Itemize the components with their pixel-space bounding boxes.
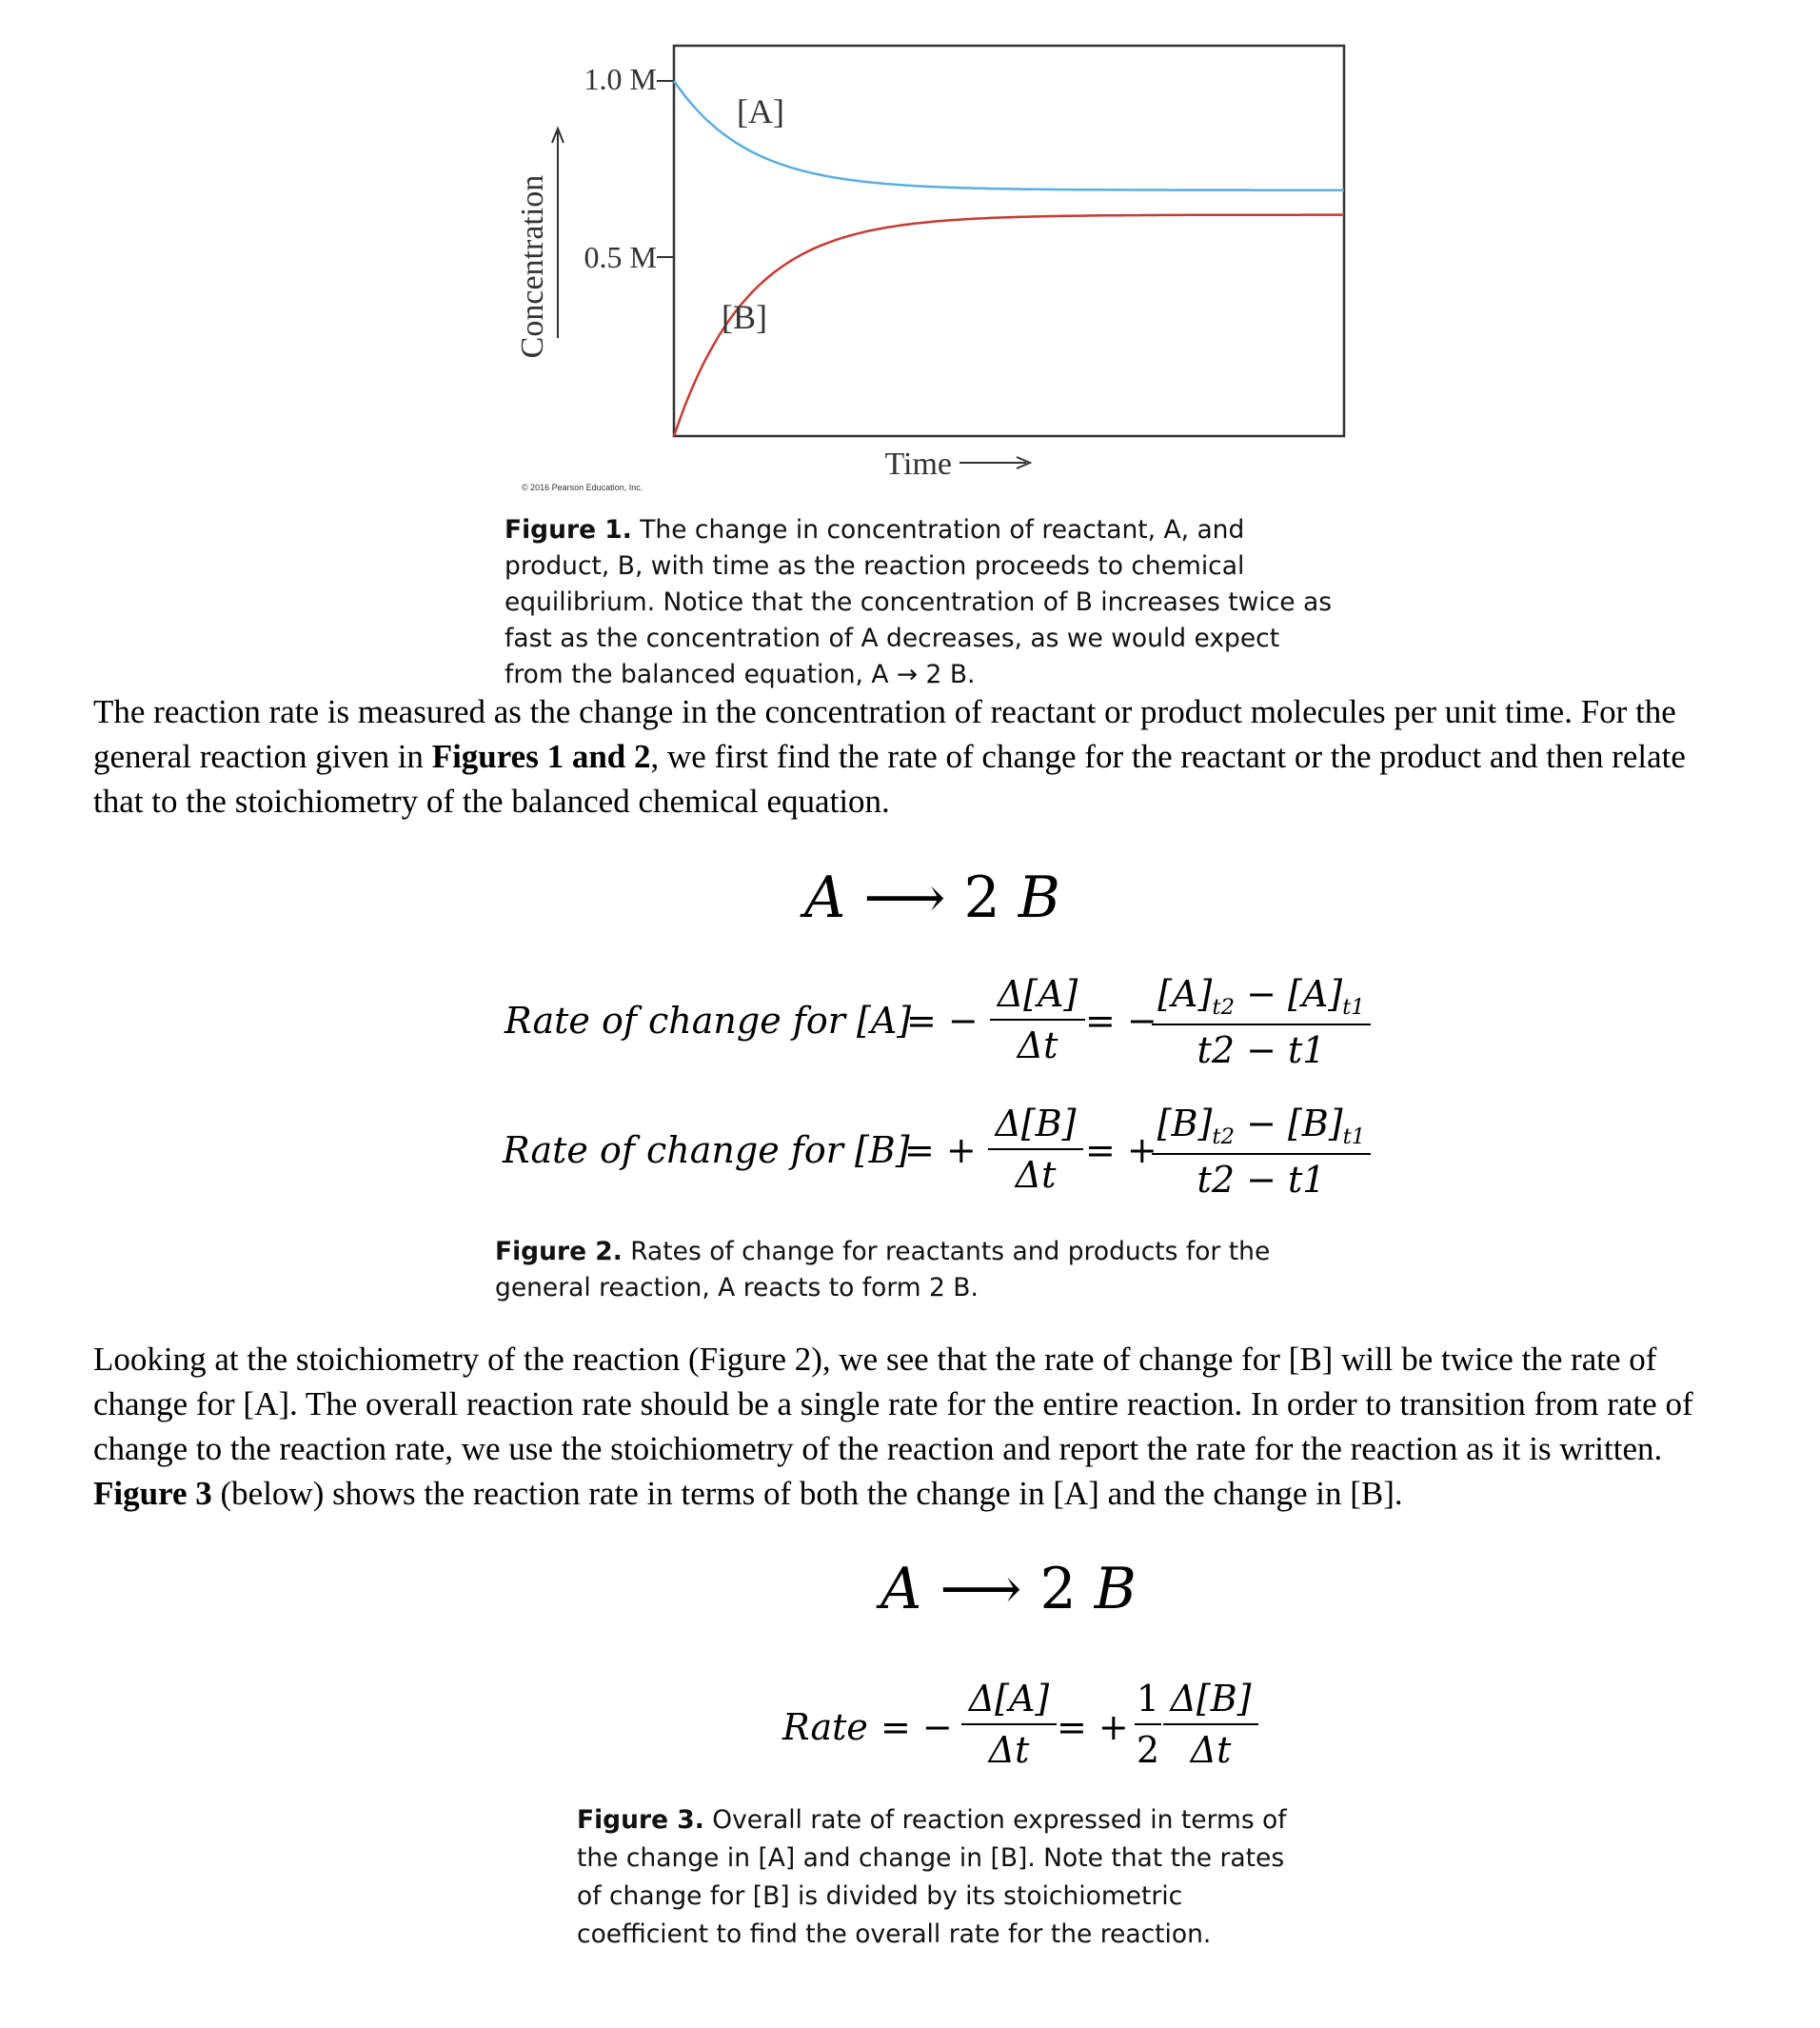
eq1-reactant: A: [804, 865, 846, 931]
paragraph-1-bold: Figures 1 and 2: [431, 738, 651, 775]
paragraph-1-text-a: The reaction rate is measured as the change in the concentration of reactant or product molecules per unit time. For the general reaction given in: [93, 693, 1676, 775]
paragraph-1: [93, 689, 1731, 824]
rate-A-frac1-num: Δ[A]: [997, 973, 1078, 1015]
label-A: [A]: [737, 92, 784, 130]
eq2-reactant: A: [880, 1556, 922, 1622]
rate-B-label: Rate of change for [B]: [503, 1129, 910, 1171]
eq1-product: B: [1018, 865, 1060, 931]
figure2-caption: [495, 1234, 1352, 1306]
rate-A-frac2-num-a: [A]: [1157, 973, 1213, 1015]
overall-frac3-den: Δt: [1190, 1729, 1232, 1771]
rate-B-frac2-sub-b: t1: [1342, 1123, 1366, 1149]
overall-rate-sign1: = −: [880, 1706, 953, 1748]
rate-A-frac2-minus: −: [1235, 973, 1288, 1015]
figure3-caption-label: Figure 3.: [577, 1805, 704, 1835]
figure2-caption-text: Rates of change for reactants and products for the general reaction, A reacts to form 2 B.: [495, 1237, 1271, 1302]
rate-B-frac2-num: [1152, 1103, 1371, 1149]
figure3-caption: [577, 1801, 1300, 1954]
rate-A-frac2-den: t2 − t1: [1197, 1028, 1326, 1071]
eq1-arrow-icon: ⟶: [863, 865, 946, 931]
overall-rate-label: Rate: [782, 1706, 868, 1748]
overall-rate-fraction-3: [1163, 1678, 1258, 1771]
rate-A-fraction-1: [990, 973, 1085, 1066]
rate-A-sign1: = −: [906, 1000, 979, 1042]
figure2-caption-label: Figure 2.: [495, 1237, 623, 1266]
rate-B-sign1: = +: [904, 1129, 977, 1171]
reaction-equation-2: [880, 1556, 1137, 1622]
rate-A-frac1-den: Δt: [1017, 1024, 1058, 1066]
rate-B-sign2: = +: [1085, 1129, 1157, 1171]
copyright-note: © 2016 Pearson Education, Inc.: [522, 483, 643, 492]
rate-B-frac1-den: Δt: [1015, 1154, 1057, 1196]
y-tick-1-0: 1.0 M: [584, 62, 657, 96]
eq2-arrow-icon: ⟶: [940, 1556, 1022, 1622]
eq2-coefficient: 2: [1039, 1556, 1077, 1622]
rate-A-label: Rate of change for [A]: [504, 1000, 912, 1042]
label-B: [B]: [722, 298, 767, 336]
overall-rate-fraction-2: [1135, 1678, 1161, 1771]
overall-rate-fraction-1: [961, 1678, 1057, 1771]
paragraph-1-text-b: , we first find the rate of change for the reactant or the product and then relate that to the stoichiometry of the balanced chemical equation.: [93, 738, 1686, 820]
rate-B-fraction-1: [988, 1103, 1083, 1196]
overall-frac3-num: Δ[B]: [1170, 1678, 1252, 1720]
y-axis-title: Concentration: [515, 174, 550, 359]
reaction-equation-1: [804, 865, 1060, 931]
eq1-coefficient: 2: [963, 865, 1000, 931]
overall-rate-sign2: = +: [1057, 1706, 1129, 1748]
paragraph-2-bold: Figure 3: [93, 1475, 212, 1512]
x-axis-title: Time: [884, 447, 952, 482]
paragraph-2-text-a: Looking at the stoichiometry of the reaction (Figure 2), we see that the rate of change for [B] will be twice the rate of change for [A]. The overall reaction rate should be a single rate for the entire reaction. In order to transition from rate of change to the reaction rate, we use the stoichiometry of the reaction and report the rate for the reaction as it is written.: [93, 1341, 1693, 1467]
rate-A-frac2-num: [1152, 973, 1371, 1020]
rate-A-frac2-sub-b: t1: [1342, 994, 1365, 1020]
overall-frac2-den: 2: [1136, 1729, 1160, 1771]
overall-frac2-num: 1: [1136, 1678, 1160, 1720]
figure1-caption-label: Figure 1.: [504, 515, 632, 545]
curve-B: [674, 215, 1344, 436]
rate-A-frac2-sub-a: t2: [1212, 994, 1235, 1020]
eq2-product: B: [1094, 1556, 1137, 1622]
rate-B-frac2-minus: −: [1235, 1103, 1288, 1144]
rate-A-frac2-num-b: [A]: [1288, 973, 1343, 1015]
paragraph-2: [93, 1337, 1750, 1516]
rate-B-frac1-num: Δ[B]: [995, 1103, 1077, 1144]
rate-B-frac2-num-b: [B]: [1288, 1103, 1343, 1144]
figure1-caption-text: The change in concentration of reactant, A, and product, B, with time as the reaction proceeds to chemical equilibrium. Notice that the concentration of B increases twice as fast as the concentration of A decreases, as we would expect from the balanced equation, A → 2 B.: [504, 515, 1333, 689]
overall-frac1-num: Δ[A]: [968, 1678, 1050, 1720]
overall-frac1-den: Δt: [988, 1729, 1030, 1771]
figure1-caption: [504, 512, 1342, 693]
rate-A-fraction-2: [1152, 973, 1371, 1071]
y-tick-0-5: 0.5 M: [584, 240, 657, 274]
rate-B-frac2-den: t2 − t1: [1197, 1158, 1326, 1201]
rate-B-fraction-2: [1152, 1103, 1371, 1201]
rate-B-frac2-sub-a: t2: [1212, 1123, 1235, 1149]
concentration-time-chart: [504, 38, 1361, 495]
paragraph-2-text-b: (below) shows the reaction rate in terms of both the change in [A] and the change in [B].: [211, 1475, 1403, 1512]
rate-B-frac2-num-a: [B]: [1157, 1103, 1213, 1144]
figure3-caption-text: Overall rate of reaction expressed in terms of the change in [A] and change in [B]. Note that the rates of change for [B] is divided by its stoichiometric coefficient to find the overall rate for the reaction.: [577, 1805, 1287, 1949]
rate-A-sign2: = −: [1085, 1000, 1157, 1042]
